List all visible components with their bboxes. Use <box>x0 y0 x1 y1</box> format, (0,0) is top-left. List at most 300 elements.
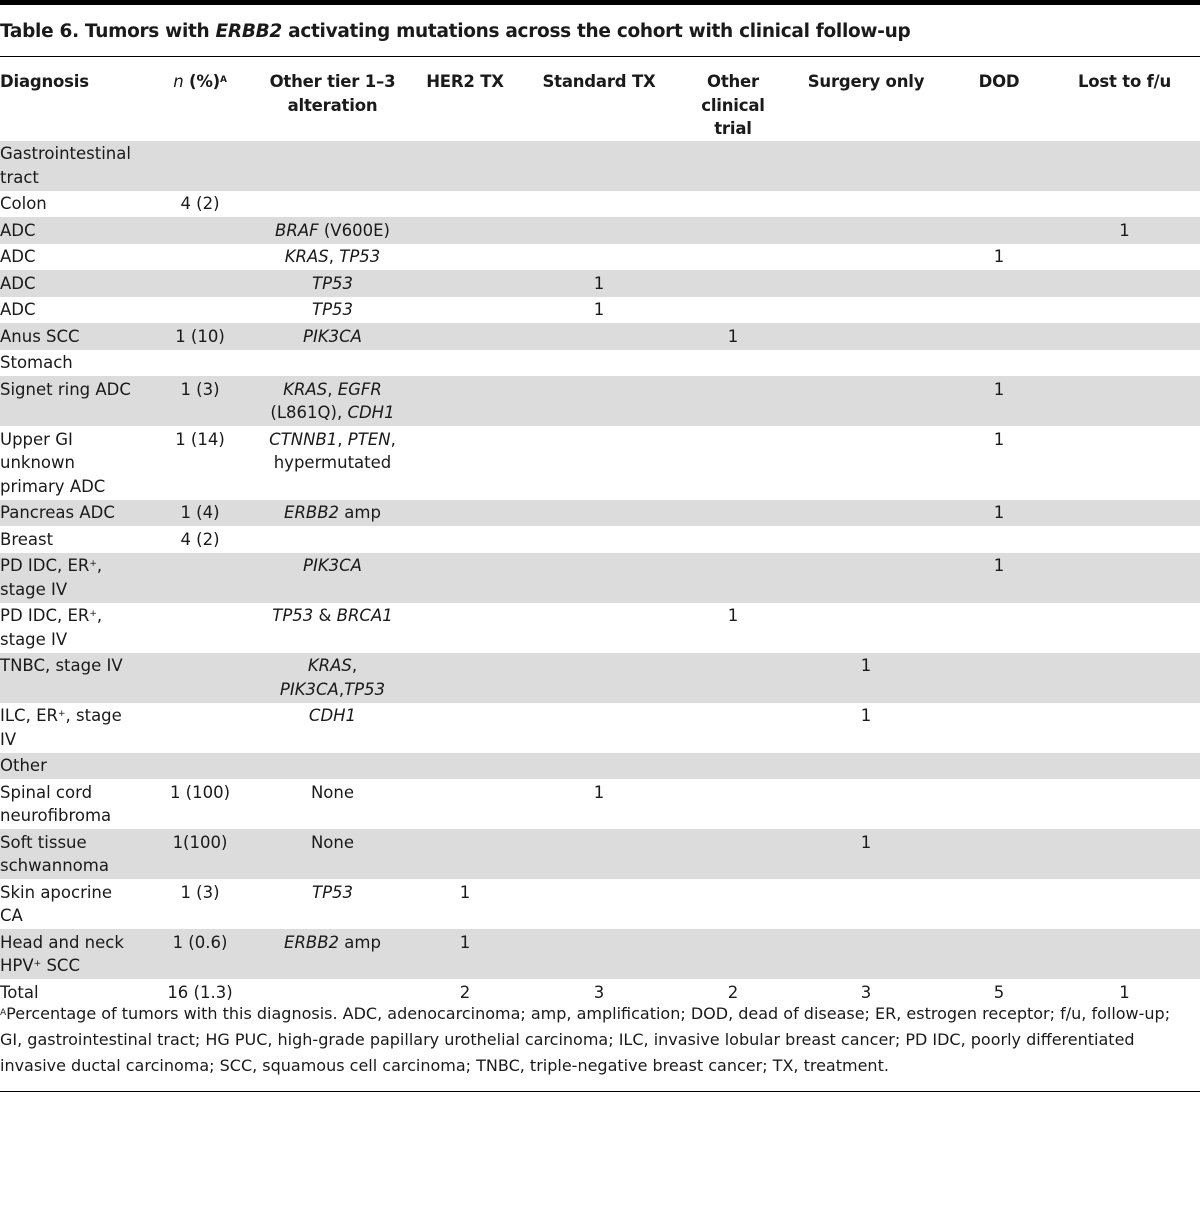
alteration-cell <box>250 526 415 553</box>
gene-name: KRAS <box>307 656 352 675</box>
title-gene: ERBB2 <box>215 21 283 42</box>
trial-cell <box>683 829 783 879</box>
col-n-sup: A <box>220 75 227 85</box>
lost-cell <box>1049 603 1200 653</box>
surgery-cell: 1 <box>783 829 949 879</box>
gene-name: PIK3CA <box>279 679 339 699</box>
dod-cell: 1 <box>993 247 1005 266</box>
footnote <box>0 1001 1195 1079</box>
alteration-cell <box>250 500 415 527</box>
n-cell <box>150 297 250 324</box>
diagnosis-text: ADC <box>0 273 36 293</box>
standard-cell <box>515 426 683 500</box>
her2-cell <box>415 779 515 829</box>
col-other-alteration <box>250 70 415 141</box>
her2-cell <box>415 350 515 377</box>
lost-cell <box>1049 753 1200 780</box>
lost-cell <box>1049 703 1200 753</box>
her2-cell <box>415 297 515 324</box>
dod-cell: 5 <box>993 982 1005 1002</box>
col-n-rest: (%) <box>183 72 221 91</box>
her2-cell: 1 <box>459 882 471 902</box>
footnote-sup: A <box>0 1008 7 1018</box>
alteration-text: , <box>338 679 345 699</box>
col-trial-line2: trial <box>714 119 752 138</box>
diagnosis-text: PD IDC, ER <box>0 556 90 575</box>
surgery-cell: 1 <box>783 653 949 703</box>
diagnosis-cell <box>0 879 150 929</box>
alteration-cell <box>250 779 415 829</box>
gene-name: TP53 <box>311 300 354 319</box>
n-cell: 1 (3) <box>180 882 220 902</box>
diagnosis-text: ADC <box>0 220 36 240</box>
col-lost: Lost to f/u <box>1077 72 1172 91</box>
lost-cell <box>1049 297 1200 324</box>
her2-cell <box>415 191 515 218</box>
diagnosis-text: TNBC, stage IV <box>0 656 123 675</box>
gene-name: PTEN <box>347 429 391 449</box>
diagnosis-text: ADC <box>0 247 36 266</box>
lost-cell <box>1049 500 1200 527</box>
surgery-cell <box>783 217 949 244</box>
standard-cell <box>515 376 683 426</box>
dod-cell <box>949 217 1049 244</box>
her2-cell <box>415 217 515 244</box>
alteration-cell <box>250 829 415 879</box>
trial-cell <box>683 297 783 324</box>
surgery-cell <box>783 297 949 324</box>
results-table <box>0 70 1200 1006</box>
table-row <box>0 297 1200 324</box>
surgery-cell <box>783 270 949 297</box>
dod-cell: 1 <box>949 376 1049 426</box>
diagnosis-cell <box>0 141 150 191</box>
diagnosis-cell <box>0 426 150 500</box>
alteration-text: amp <box>339 932 381 952</box>
standard-cell <box>515 526 683 553</box>
table-row <box>0 829 1200 879</box>
standard-cell: 1 <box>515 270 683 297</box>
dod-cell <box>949 703 1049 753</box>
lost-cell: 1 <box>1119 982 1130 1002</box>
surgery-cell <box>783 191 949 218</box>
standard-cell <box>515 500 683 527</box>
standard-cell <box>515 191 683 218</box>
surgery-cell <box>783 779 949 829</box>
diagnosis-text-rest: SCC <box>41 956 80 975</box>
n-cell: 1 (3) <box>150 376 250 426</box>
diagnosis-text-rest: , <box>96 606 103 625</box>
gene-name: TP53 <box>311 273 354 293</box>
lost-cell <box>1049 270 1200 297</box>
alteration-cell <box>250 141 415 191</box>
diagnosis-cell <box>0 526 150 553</box>
lost-cell <box>1049 141 1200 191</box>
alteration-text: (V600E) <box>318 220 390 240</box>
col-trial-line1: Other clinical <box>701 72 765 115</box>
col-other-line2: alteration <box>287 95 378 115</box>
alteration-cell <box>250 376 415 426</box>
table-row <box>0 653 1200 703</box>
trial-cell <box>683 270 783 297</box>
diagnosis-cell <box>0 929 150 979</box>
lost-cell <box>1049 779 1200 829</box>
alteration-cell <box>250 753 415 780</box>
lost-cell <box>1049 426 1200 500</box>
her2-cell <box>415 500 515 527</box>
lost-cell <box>1049 376 1200 426</box>
her2-cell <box>415 270 515 297</box>
diagnosis-cell <box>0 829 150 879</box>
surgery-cell <box>783 244 949 271</box>
dod-cell: 1 <box>993 429 1005 449</box>
dod-cell <box>949 297 1049 324</box>
alteration-cell <box>250 217 415 244</box>
standard-cell <box>515 217 683 244</box>
n-cell: 4 (2) <box>180 194 220 213</box>
gene-name: ERBB2 <box>284 932 340 952</box>
table-row <box>0 553 1200 603</box>
diagnosis-text: ADC <box>0 300 36 319</box>
title-rule <box>0 56 1200 57</box>
diagnosis-cell <box>0 217 150 244</box>
her2-cell: 1 <box>415 929 515 979</box>
superscript: + <box>89 609 97 619</box>
table-body <box>0 141 1200 1006</box>
dod-cell <box>949 141 1049 191</box>
standard-cell: 1 <box>593 300 605 319</box>
diagnosis-cell <box>0 603 150 653</box>
alteration-cell <box>250 426 415 500</box>
alteration-text: , <box>390 429 396 449</box>
gene-name: KRAS <box>284 247 329 266</box>
col-n-italic: n <box>173 72 184 91</box>
n-cell: 1 (0.6) <box>150 929 250 979</box>
n-cell <box>150 553 250 603</box>
diagnosis-cell <box>0 323 150 350</box>
n-cell <box>150 703 250 753</box>
table-row <box>0 350 1200 377</box>
dod-cell <box>949 779 1049 829</box>
surgery-cell: 3 <box>860 982 872 1002</box>
gene-name: PIK3CA <box>303 326 362 346</box>
alteration-cell <box>250 323 415 350</box>
n-cell: 1 (100) <box>169 782 231 802</box>
col-other-line1: Other tier 1–3 <box>269 72 396 91</box>
n-cell <box>150 141 250 191</box>
table-row <box>0 779 1200 829</box>
dod-cell <box>949 929 1049 979</box>
title-prefix: Table 6. Tumors with <box>0 21 216 42</box>
diagnosis-text: schwannoma <box>0 856 109 875</box>
gene-name: BRAF <box>275 220 319 240</box>
col-n <box>150 70 250 141</box>
diagnosis-text: Breast <box>0 529 54 549</box>
trial-cell <box>683 244 783 271</box>
diagnosis-text: neurofibroma <box>0 806 112 825</box>
table-row <box>0 426 1200 500</box>
diagnosis-cell <box>0 270 150 297</box>
table-row <box>0 603 1200 653</box>
trial-cell <box>683 376 783 426</box>
surgery-cell <box>783 879 949 929</box>
dod-cell <box>949 603 1049 653</box>
standard-cell <box>515 553 683 603</box>
her2-cell <box>415 323 515 350</box>
table-row <box>0 500 1200 527</box>
standard-cell <box>515 653 683 703</box>
lost-cell <box>1049 553 1200 603</box>
superscript: + <box>57 709 66 719</box>
n-cell <box>150 270 250 297</box>
alteration-cell <box>250 703 415 753</box>
diagnosis-text: Stomach <box>0 353 73 372</box>
diagnosis-cell <box>0 191 150 218</box>
her2-cell <box>415 753 515 780</box>
gene-name: CDH1 <box>347 403 395 422</box>
trial-cell <box>683 703 783 753</box>
dod-cell: 1 <box>949 500 1049 527</box>
lost-cell <box>1049 350 1200 377</box>
table-row <box>0 270 1200 297</box>
diagnosis-text: CA <box>0 906 23 925</box>
alteration-cell <box>250 929 415 979</box>
alteration-text: None <box>310 832 355 852</box>
superscript: + <box>89 559 97 569</box>
alteration-text: & <box>313 606 337 625</box>
gene-name: KRAS <box>283 379 328 399</box>
diagnosis-text: Anus SCC <box>0 326 80 346</box>
trial-cell <box>683 753 783 780</box>
trial-cell <box>683 426 783 500</box>
col-dod: DOD <box>978 72 1020 91</box>
trial-cell: 2 <box>727 982 739 1002</box>
standard-cell <box>515 323 683 350</box>
her2-cell <box>415 653 515 703</box>
diagnosis-text: Soft tissue <box>0 832 87 852</box>
table-row <box>0 703 1200 753</box>
col-diagnosis: Diagnosis <box>0 72 89 91</box>
table-row <box>0 929 1200 979</box>
diagnosis-text: Pancreas ADC <box>0 503 115 522</box>
diagnosis-text: HPV <box>0 956 34 975</box>
col-trial <box>683 70 783 141</box>
diagnosis-cell <box>0 244 150 271</box>
n-cell: 1 (4) <box>150 500 250 527</box>
diagnosis-text: Other <box>0 756 47 775</box>
trial-cell <box>683 217 783 244</box>
alteration-cell <box>250 553 415 603</box>
surgery-cell <box>783 603 949 653</box>
diagnosis-text: tract <box>0 167 39 187</box>
her2-cell <box>415 603 515 653</box>
table-row <box>0 323 1200 350</box>
top-rule <box>0 0 1200 5</box>
table-row <box>0 753 1200 780</box>
alteration-text: , <box>328 247 340 266</box>
her2-cell <box>415 553 515 603</box>
her2-cell: 2 <box>459 982 471 1002</box>
alteration-cell <box>250 350 415 377</box>
diagnosis-cell <box>0 500 150 527</box>
table-title <box>0 21 910 42</box>
her2-cell <box>415 141 515 191</box>
trial-cell <box>683 350 783 377</box>
table-row <box>0 879 1200 929</box>
alteration-text: None <box>310 782 355 802</box>
standard-cell <box>515 879 683 929</box>
table-row <box>0 526 1200 553</box>
n-cell <box>150 244 250 271</box>
standard-cell <box>515 929 683 979</box>
diagnosis-text: Colon <box>0 194 47 213</box>
trial-cell: 1 <box>683 323 783 350</box>
dod-cell: 1 <box>949 553 1049 603</box>
gene-name: ERBB2 <box>284 503 340 522</box>
diagnosis-text: IV <box>0 729 17 749</box>
trial-cell <box>683 141 783 191</box>
dod-cell <box>949 350 1049 377</box>
surgery-cell <box>783 141 949 191</box>
trial-cell <box>683 191 783 218</box>
her2-cell <box>415 829 515 879</box>
table-row <box>0 141 1200 191</box>
trial-cell <box>683 500 783 527</box>
surgery-cell <box>783 376 949 426</box>
diagnosis-text-rest: , stage <box>65 706 122 725</box>
lost-cell <box>1049 323 1200 350</box>
alteration-text: , <box>351 656 358 675</box>
her2-cell <box>415 703 515 753</box>
diagnosis-cell <box>0 653 150 703</box>
alteration-text: hypermutated <box>273 453 392 472</box>
standard-cell <box>515 350 683 377</box>
n-cell <box>150 603 250 653</box>
table-row <box>0 376 1200 426</box>
gene-name: TP53 <box>272 606 314 625</box>
standard-cell <box>515 141 683 191</box>
standard-cell <box>515 703 683 753</box>
footnote-text: Percentage of tumors with this diagnosis. ADC, adenocarcinoma; amp, amplification; DOD, dead of disease; ER, estrogen receptor; f/u, follow-up; GI, gastrointestinal tract; HG PUC, high-grade papillary urothelial carcinoma; ILC, invasive lobular breast cancer; PD IDC, poorly differentiated invasive ductal carcinoma; SCC, squamous cell carcinoma; TNBC, triple-negative breast cancer; TX, treatment. <box>0 1004 1171 1075</box>
diagnosis-text: Total <box>0 982 39 1002</box>
dod-cell <box>949 526 1049 553</box>
diagnosis-cell <box>0 297 150 324</box>
lost-cell <box>1049 829 1200 879</box>
n-cell <box>150 350 250 377</box>
trial-cell <box>683 879 783 929</box>
standard-cell <box>515 244 683 271</box>
surgery-cell <box>783 526 949 553</box>
trial-cell <box>683 929 783 979</box>
n-cell: 1(100) <box>150 829 250 879</box>
alteration-text: , <box>337 429 348 449</box>
trial-cell: 1 <box>727 606 739 625</box>
her2-cell <box>415 426 515 500</box>
superscript: + <box>33 959 42 969</box>
standard-cell: 1 <box>593 782 605 802</box>
standard-cell <box>515 603 683 653</box>
col-her2: HER2 TX <box>426 72 504 91</box>
surgery-cell <box>783 753 949 780</box>
alteration-cell <box>250 653 415 703</box>
alteration-cell <box>250 270 415 297</box>
header-row <box>0 70 1200 141</box>
diagnosis-text: Upper GI <box>0 429 73 449</box>
dod-cell <box>949 753 1049 780</box>
bottom-rule <box>0 1091 1200 1092</box>
diagnosis-cell <box>0 350 150 377</box>
trial-cell <box>683 526 783 553</box>
diagnosis-text: Head and neck <box>0 932 124 952</box>
table-row <box>0 191 1200 218</box>
n-cell <box>150 753 250 780</box>
alteration-text: , <box>327 379 338 399</box>
diagnosis-text: Skin apocrine <box>0 882 113 902</box>
surgery-cell <box>783 553 949 603</box>
lost-cell <box>1049 191 1200 218</box>
diagnosis-text: ILC, ER <box>0 706 58 725</box>
diagnosis-cell <box>0 779 150 829</box>
gene-name: TP53 <box>311 882 354 902</box>
diagnosis-text: Signet ring ADC <box>0 379 131 399</box>
diagnosis-text: primary ADC <box>0 476 106 496</box>
her2-cell <box>415 244 515 271</box>
table-row <box>0 217 1200 244</box>
alteration-text: (L861Q), <box>270 403 348 422</box>
n-cell: 4 (2) <box>180 529 220 549</box>
table-row <box>0 244 1200 271</box>
surgery-cell <box>783 323 949 350</box>
diagnosis-text: Spinal cord <box>0 782 93 802</box>
standard-cell <box>515 829 683 879</box>
her2-cell <box>415 526 515 553</box>
gene-name: TP53 <box>339 247 381 266</box>
gene-name: EGFR <box>337 379 382 399</box>
alteration-cell <box>250 191 415 218</box>
gene-name: BRCA1 <box>336 606 393 625</box>
lost-cell: 1 <box>1049 217 1200 244</box>
diagnosis-text: stage IV <box>0 629 68 649</box>
n-cell: 16 (1.3) <box>167 982 233 1002</box>
n-cell: 1 (10) <box>150 323 250 350</box>
alteration-cell <box>250 603 415 653</box>
alteration-cell <box>250 297 415 324</box>
trial-cell <box>683 553 783 603</box>
surgery-cell <box>783 929 949 979</box>
dod-cell <box>949 191 1049 218</box>
diagnosis-cell <box>0 703 150 753</box>
dod-cell <box>949 879 1049 929</box>
alteration-text: amp <box>339 503 381 522</box>
dod-cell <box>949 653 1049 703</box>
diagnosis-text: unknown <box>0 453 75 472</box>
n-cell <box>150 653 250 703</box>
lost-cell <box>1049 653 1200 703</box>
alteration-cell <box>250 879 415 929</box>
standard-cell <box>515 753 683 780</box>
alteration-cell <box>250 244 415 271</box>
lost-cell <box>1049 526 1200 553</box>
gene-name: CDH1 <box>308 706 357 725</box>
surgery-cell <box>783 500 949 527</box>
n-cell <box>150 217 250 244</box>
gene-name: TP53 <box>344 679 386 699</box>
dod-cell <box>949 323 1049 350</box>
surgery-cell <box>783 350 949 377</box>
dod-cell <box>949 270 1049 297</box>
diagnosis-text: stage IV <box>0 579 68 599</box>
lost-cell <box>1049 244 1200 271</box>
